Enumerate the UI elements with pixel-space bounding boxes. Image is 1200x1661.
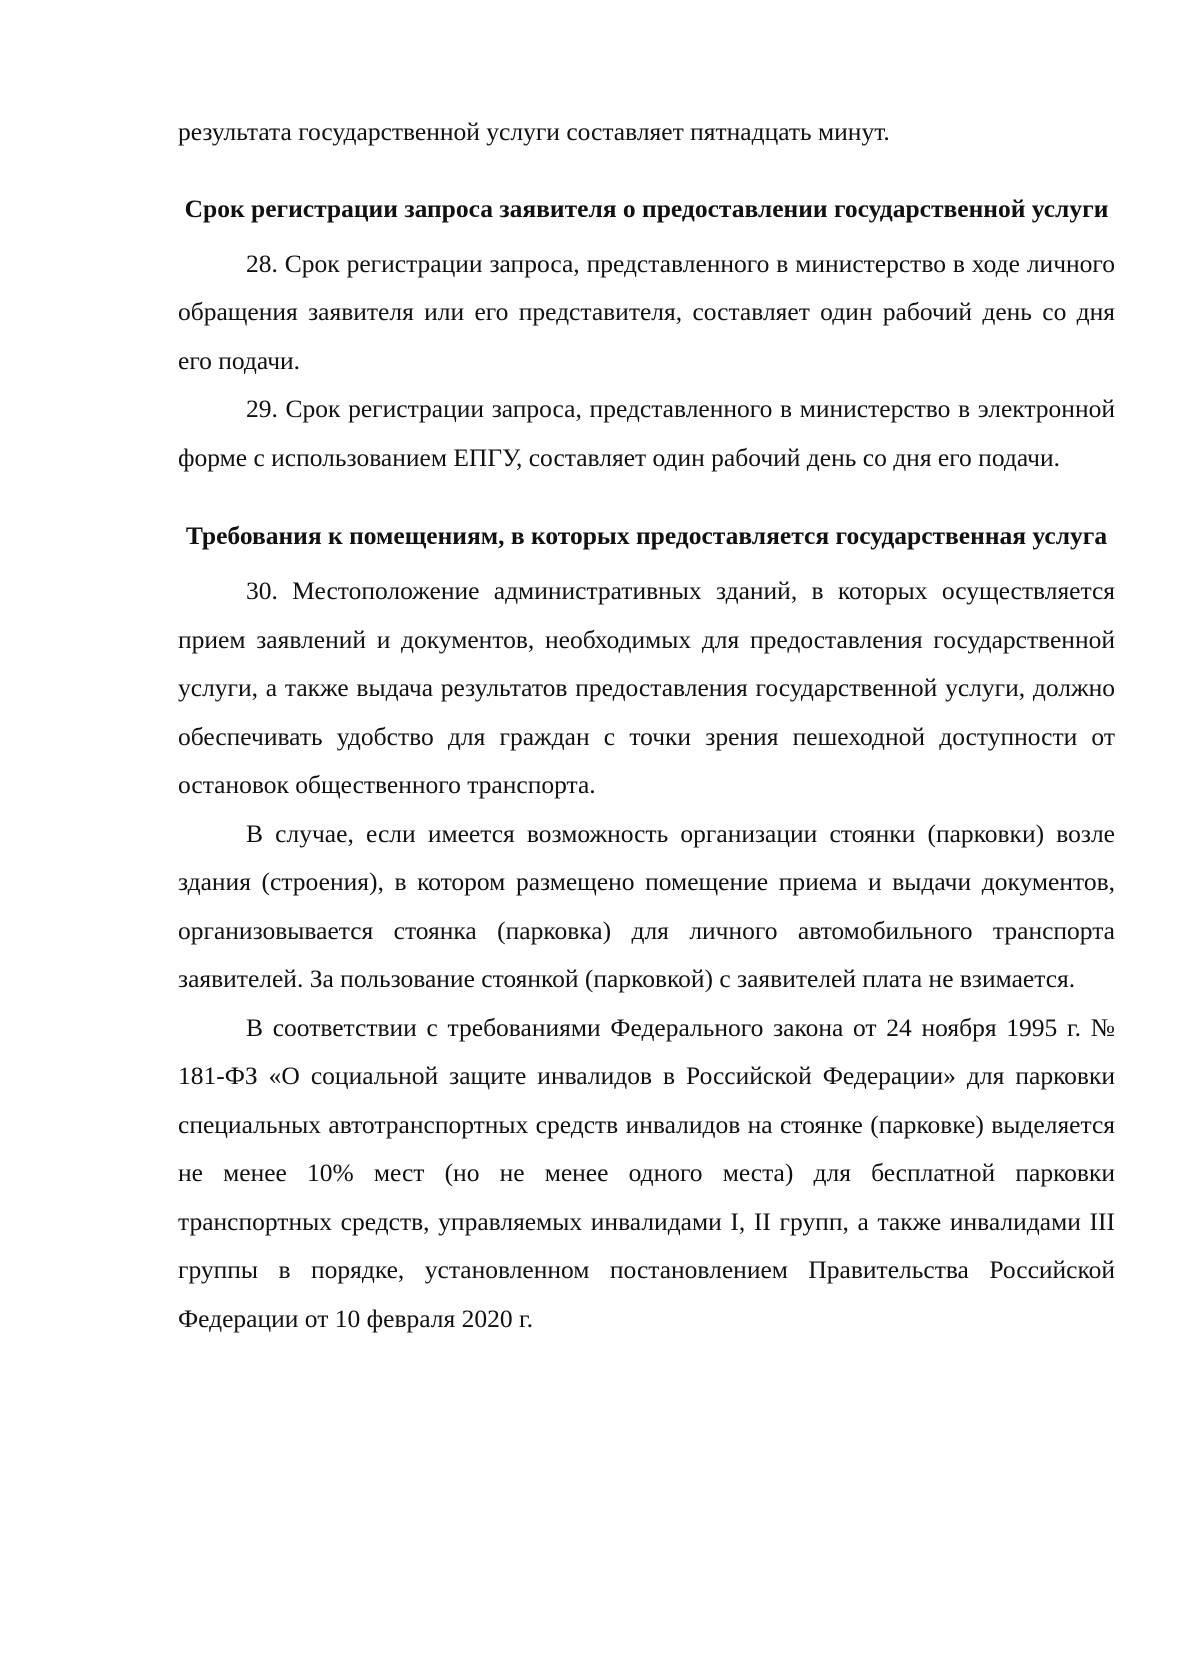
document-page [178,108,1115,1343]
continuation-paragraph: результата государственной услуги составляет пятнадцать минут. [178,117,890,146]
paragraph-29: 29. Срок регистрации запроса, представленного в министерство в электронной форме с использованием ЕПГУ, составляет один рабочий день со дня его подачи. [178,394,1115,472]
section-heading-registration-term: Срок регистрации запроса заявителя о предоставлении государственной услуги [184,193,1109,223]
paragraph-parking: В случае, если имеется возможность организации стоянки (парковки) возле здания (строения), в котором размещено помещение приема и выдачи документов, организовывается стоянка (парковка) для личного автомобильного транспорта заявителей. За пользование стоянкой (парковкой) с заявителей плата не взимается. [178,818,1115,993]
paragraph-28: 28. Срок регистрации запроса, представленного в министерство в ходе личного обращения заявителя или его представителя, составляет один рабочий день со дня его подачи. [178,248,1115,375]
section-heading-premises-requirements: Требования к помещениям, в которых предоставляется государственная услуга [185,521,1108,550]
paragraph-disability-law: В соответствии с требованиями Федерального закона от 24 ноября 1995 г. № 181-ФЗ «О социальной защите инвалидов в Российской Федерации» для парковки специальных автотранспортных средств инвалидов на стоянке (парковке) выделяется не менее 10% мест (но не менее одного места) для бесплатной парковки транспортных средств, управляемых инвалидами I, II групп, а также инвалидами III группы в порядке, установленном постановлением Правительства Российской Федерации от 10 февраля 2020 г. [178,1012,1115,1333]
paragraph-30: 30. Местоположение административных зданий, в которых осуществляется прием заявлений и документов, необходимых для предоставления государственной услуги, а также выдача результатов предоставления государственной услуги, должно обеспечивать удобство для граждан с точки зрения пешеходной доступности от остановок общественного транспорта. [178,576,1115,799]
